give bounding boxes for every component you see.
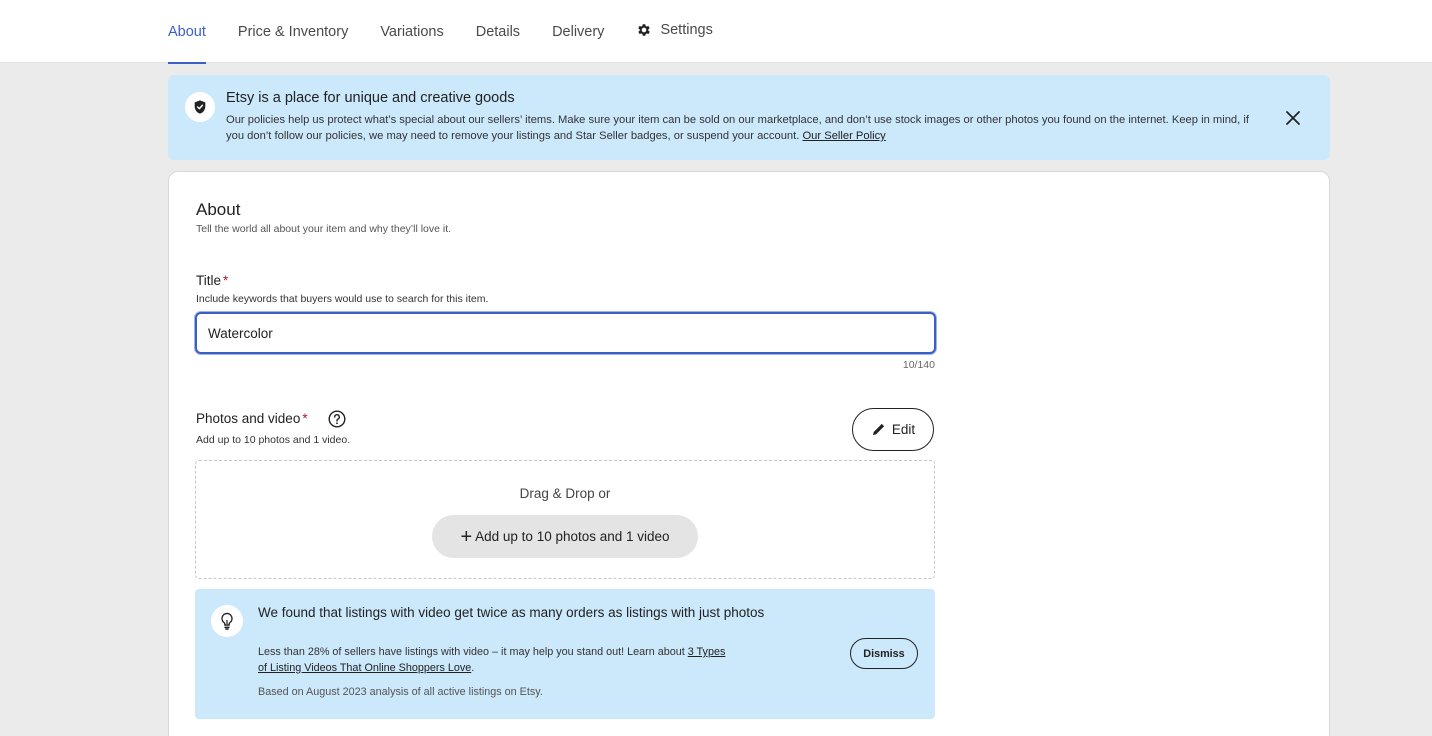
tab-delivery[interactable] bbox=[552, 0, 604, 63]
add-photos-label: Add up to 10 photos and 1 video bbox=[475, 529, 670, 544]
tab-variations[interactable] bbox=[380, 0, 443, 63]
listing-tabs bbox=[168, 0, 745, 63]
drop-text: Drag & Drop or bbox=[519, 486, 611, 501]
tab-label: Settings bbox=[660, 22, 713, 38]
tab-label: Variations bbox=[380, 23, 444, 40]
plus-icon: + bbox=[460, 525, 473, 548]
title-help: Include keywords that buyers would use to search for this item. bbox=[196, 293, 489, 305]
title-input[interactable] bbox=[195, 312, 936, 354]
required-mark: * bbox=[223, 273, 229, 288]
banner-text bbox=[226, 112, 1266, 144]
photos-label-text: Photos and video bbox=[196, 411, 301, 426]
banner-body: Our policies help us protect what’s special about our sellers’ items. Make sure your item can be sold on our marketplace, and don’t use stock images or other photos you found on the internet. Keep in mind, if you don’t follow our policies, we may need to remove your listings and Star Seller badges, or suspend your account. bbox=[226, 114, 1249, 142]
close-icon[interactable] bbox=[1282, 107, 1304, 129]
tab-details[interactable] bbox=[476, 0, 520, 63]
section-subtitle: Tell the world all about your item and why they’ll love it. bbox=[196, 223, 452, 235]
tab-label: About bbox=[168, 23, 206, 40]
gear-icon bbox=[636, 22, 652, 38]
tip-text-before: Less than 28% of sellers have listings with video – it may help you stand out! Learn about bbox=[258, 646, 685, 658]
top-nav-bar bbox=[0, 0, 1432, 63]
tab-settings[interactable] bbox=[636, 0, 712, 62]
video-tip-banner bbox=[195, 589, 935, 719]
tip-note: Based on August 2023 analysis of all active listings on Etsy. bbox=[258, 686, 543, 698]
required-mark: * bbox=[302, 411, 308, 426]
add-photos-button[interactable] bbox=[432, 515, 698, 558]
tip-title: We found that listings with video get twice as many orders as listings with just photos bbox=[258, 605, 765, 620]
question-circle-icon[interactable] bbox=[328, 410, 346, 428]
about-card bbox=[168, 171, 1330, 736]
tip-text bbox=[258, 645, 728, 676]
tab-label: Details bbox=[475, 23, 521, 40]
dismiss-button[interactable]: Dismiss bbox=[850, 638, 918, 669]
lightbulb-icon bbox=[211, 605, 243, 637]
photo-dropzone[interactable] bbox=[195, 460, 935, 579]
pencil-icon bbox=[871, 422, 886, 437]
edit-photos-button[interactable] bbox=[852, 408, 934, 451]
title-label bbox=[196, 273, 228, 288]
listing-videos-link[interactable]: 3 Types of Listing Videos That Online Shoppers Love bbox=[258, 646, 726, 674]
seller-policy-link[interactable]: Our Seller Policy bbox=[802, 130, 886, 142]
tab-price-inventory[interactable] bbox=[238, 0, 348, 63]
title-char-counter: 10/140 bbox=[902, 359, 935, 371]
edit-label: Edit bbox=[891, 422, 916, 437]
tab-label: Price & Inventory bbox=[237, 23, 349, 40]
policy-banner bbox=[168, 75, 1330, 160]
photos-label bbox=[196, 411, 308, 426]
tab-about[interactable] bbox=[168, 0, 206, 63]
tab-label: Delivery bbox=[552, 23, 605, 40]
tip-text-after: . bbox=[471, 661, 475, 674]
banner-title: Etsy is a place for unique and creative goods bbox=[226, 90, 515, 106]
shield-check-icon bbox=[185, 92, 215, 122]
title-label-text: Title bbox=[196, 273, 222, 288]
section-title: About bbox=[196, 200, 241, 219]
photos-help: Add up to 10 photos and 1 video. bbox=[196, 434, 351, 446]
